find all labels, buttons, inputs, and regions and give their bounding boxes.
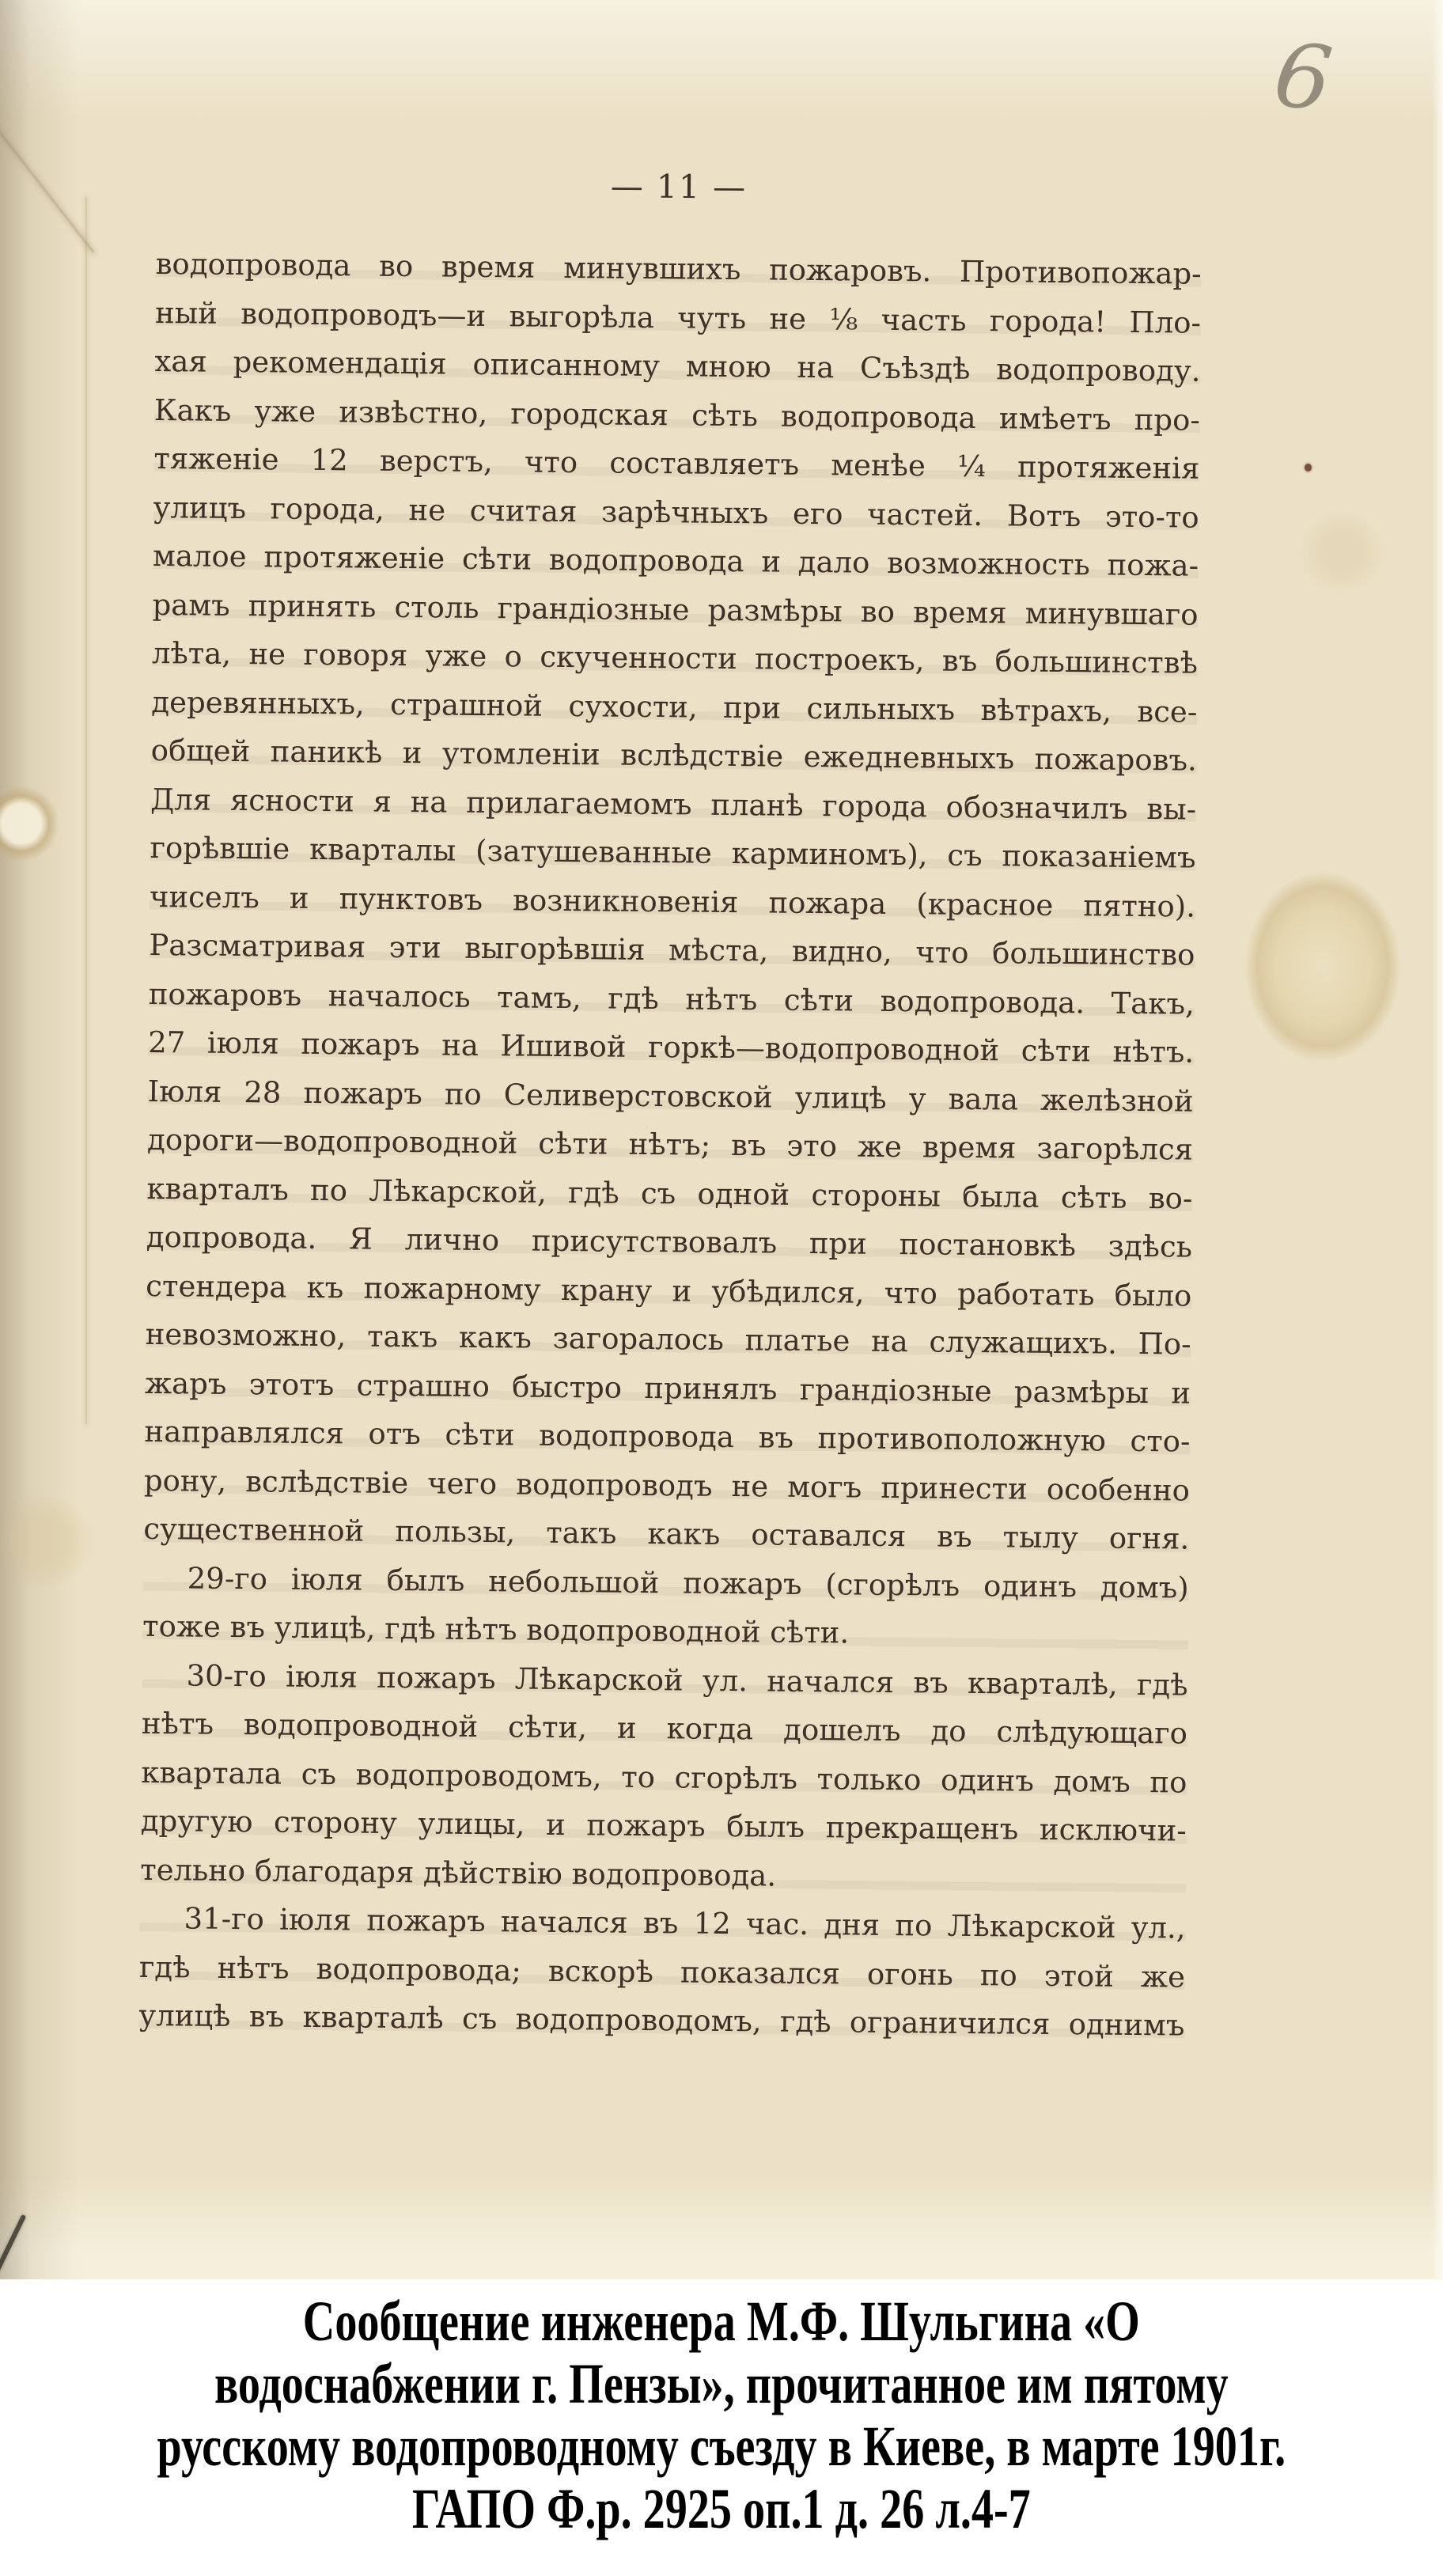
- body-line: невозможно, такъ какъ загоралось платье на служащихъ. По-: [145, 1316, 1191, 1362]
- body-line: улицъ города, не считая зарѣчныхъ его частей. Вотъ это-то: [153, 490, 1199, 535]
- body-line: допровода. Я лично присутствовалъ при постановкѣ здѣсь: [146, 1219, 1193, 1264]
- body-line: улицѣ въ кварталѣ съ водопроводомъ, гдѣ ограничился однимъ: [138, 1998, 1185, 2043]
- handwritten-page-number: 6: [1268, 23, 1338, 132]
- body-text: [138, 240, 1202, 2050]
- body-line: Іюля 28 пожаръ по Селиверстовской улицѣ у вала желѣзной: [147, 1074, 1194, 1119]
- body-line: тельно благодаря дѣйствію водопровода.: [140, 1852, 777, 1893]
- body-line: общей паникѣ и утомленіи вслѣдствіе ежедневныхъ пожаровъ.: [150, 733, 1197, 778]
- body-line: дороги—водопроводной сѣти нѣтъ; въ это же время загорѣлся: [146, 1122, 1194, 1167]
- body-line: 29-го іюля былъ небольшой пожаръ (сгорѣлъ одинъ домъ): [187, 1560, 1189, 1605]
- body-line: рамъ принять столь грандіозные размѣры во время минувшаго: [152, 587, 1199, 632]
- body-line: Какъ уже извѣстно, городская сѣть водопровода имѣетъ про-: [153, 392, 1201, 438]
- body-line: кварталъ по Лѣкарской, гдѣ съ одной стороны была сѣть во-: [146, 1171, 1193, 1216]
- caption-line: ГАПО Ф.р. 2925 оп.1 д. 26 л.4-7: [411, 2477, 1031, 2540]
- body-line: нѣтъ водопроводной сѣти, и когда дошелъ до слѣдующаго: [141, 1706, 1188, 1751]
- body-line: деревянныхъ, страшной сухости, при сильныхъ вѣтрахъ, все-: [151, 684, 1198, 729]
- body-line: рону, вслѣдствіе чего водопроводъ не могъ принести особенно: [143, 1463, 1191, 1508]
- body-line: другую сторону улицы, и пожаръ былъ прекращенъ исключи-: [140, 1803, 1187, 1848]
- body-line: чиселъ и пунктовъ возникновенія пожара (красное пятно).: [149, 879, 1196, 924]
- body-line: 31-го іюля пожаръ начался въ 12 час. дня по Лѣкарской ул.,: [184, 1901, 1186, 1945]
- caption-line: русскому водопроводному съезду в Киеве, в марте 1901г.: [157, 2415, 1286, 2478]
- body-line: водопровода во время минувшихъ пожаровъ. Противопожар-: [155, 246, 1202, 291]
- body-line: 27 іюля пожаръ на Ишивой горкѣ—водопроводной сѣти нѣтъ.: [148, 1025, 1195, 1070]
- body-line: тяженіе 12 верстъ, что составляетъ менѣе ¼ протяженія: [153, 441, 1200, 486]
- body-line: пожаровъ началось тамъ, гдѣ нѣтъ сѣти водопровода. Такъ,: [148, 976, 1195, 1021]
- body-line: направлялся отъ сѣти водопровода въ противоположную сто-: [144, 1414, 1191, 1459]
- body-line: стендера къ пожарному крану и убѣдился, что работать было: [146, 1268, 1192, 1313]
- body-line: горѣвшіе кварталы (затушеванные карминомъ), съ показаніемъ: [150, 830, 1196, 875]
- body-line: ный водопроводъ—и выгорѣла чуть не ⅛ часть города! Пло-: [154, 295, 1202, 340]
- body-line: 30-го іюля пожаръ Лѣкарской ул. начался въ кварталѣ, гдѣ: [186, 1657, 1188, 1703]
- body-line: хая рекомендація описанному мною на Съѣздѣ водопроводу.: [154, 343, 1201, 388]
- page-number: — 11 —: [610, 167, 748, 206]
- body-line: тоже въ улицѣ, гдѣ нѣтъ водопроводной сѣти.: [142, 1608, 850, 1650]
- ink-spot: [1305, 464, 1312, 472]
- caption-line: водоснабжении г. Пензы», прочитанное им пятому: [214, 2352, 1229, 2415]
- caption: [0, 2279, 1443, 2576]
- caption-line: Сообщение инженера М.Ф. Шульгина «О: [302, 2290, 1140, 2353]
- body-line: Разсматривая эти выгорѣвшія мѣста, видно, что большинство: [149, 927, 1195, 972]
- caption-text: [0, 2279, 1443, 2540]
- body-line: существенной пользы, такъ какъ оставался въ тылу огня.: [143, 1511, 1190, 1556]
- body-line: лѣта, не говоря уже о скученности построекъ, въ большинствѣ: [151, 635, 1199, 680]
- body-line: малое протяженіе сѣти водопровода и дало возможность пожа-: [152, 538, 1199, 583]
- body-line: квартала съ водопроводомъ, то сгорѣлъ только одинъ домъ по: [141, 1755, 1187, 1800]
- paper-crease-vertical: [85, 198, 87, 1424]
- body-line: Для ясности я на прилагаемомъ планѣ города обозначилъ вы-: [150, 782, 1197, 827]
- edge-mark: [0, 2214, 26, 2274]
- body-line: гдѣ нѣтъ водопровода; вскорѣ показался огонь по этой же: [138, 1949, 1186, 1995]
- paper-crease-corner: [0, 84, 95, 254]
- body-line: жаръ этотъ страшно быстро принялъ грандіозные размѣры и: [144, 1366, 1191, 1411]
